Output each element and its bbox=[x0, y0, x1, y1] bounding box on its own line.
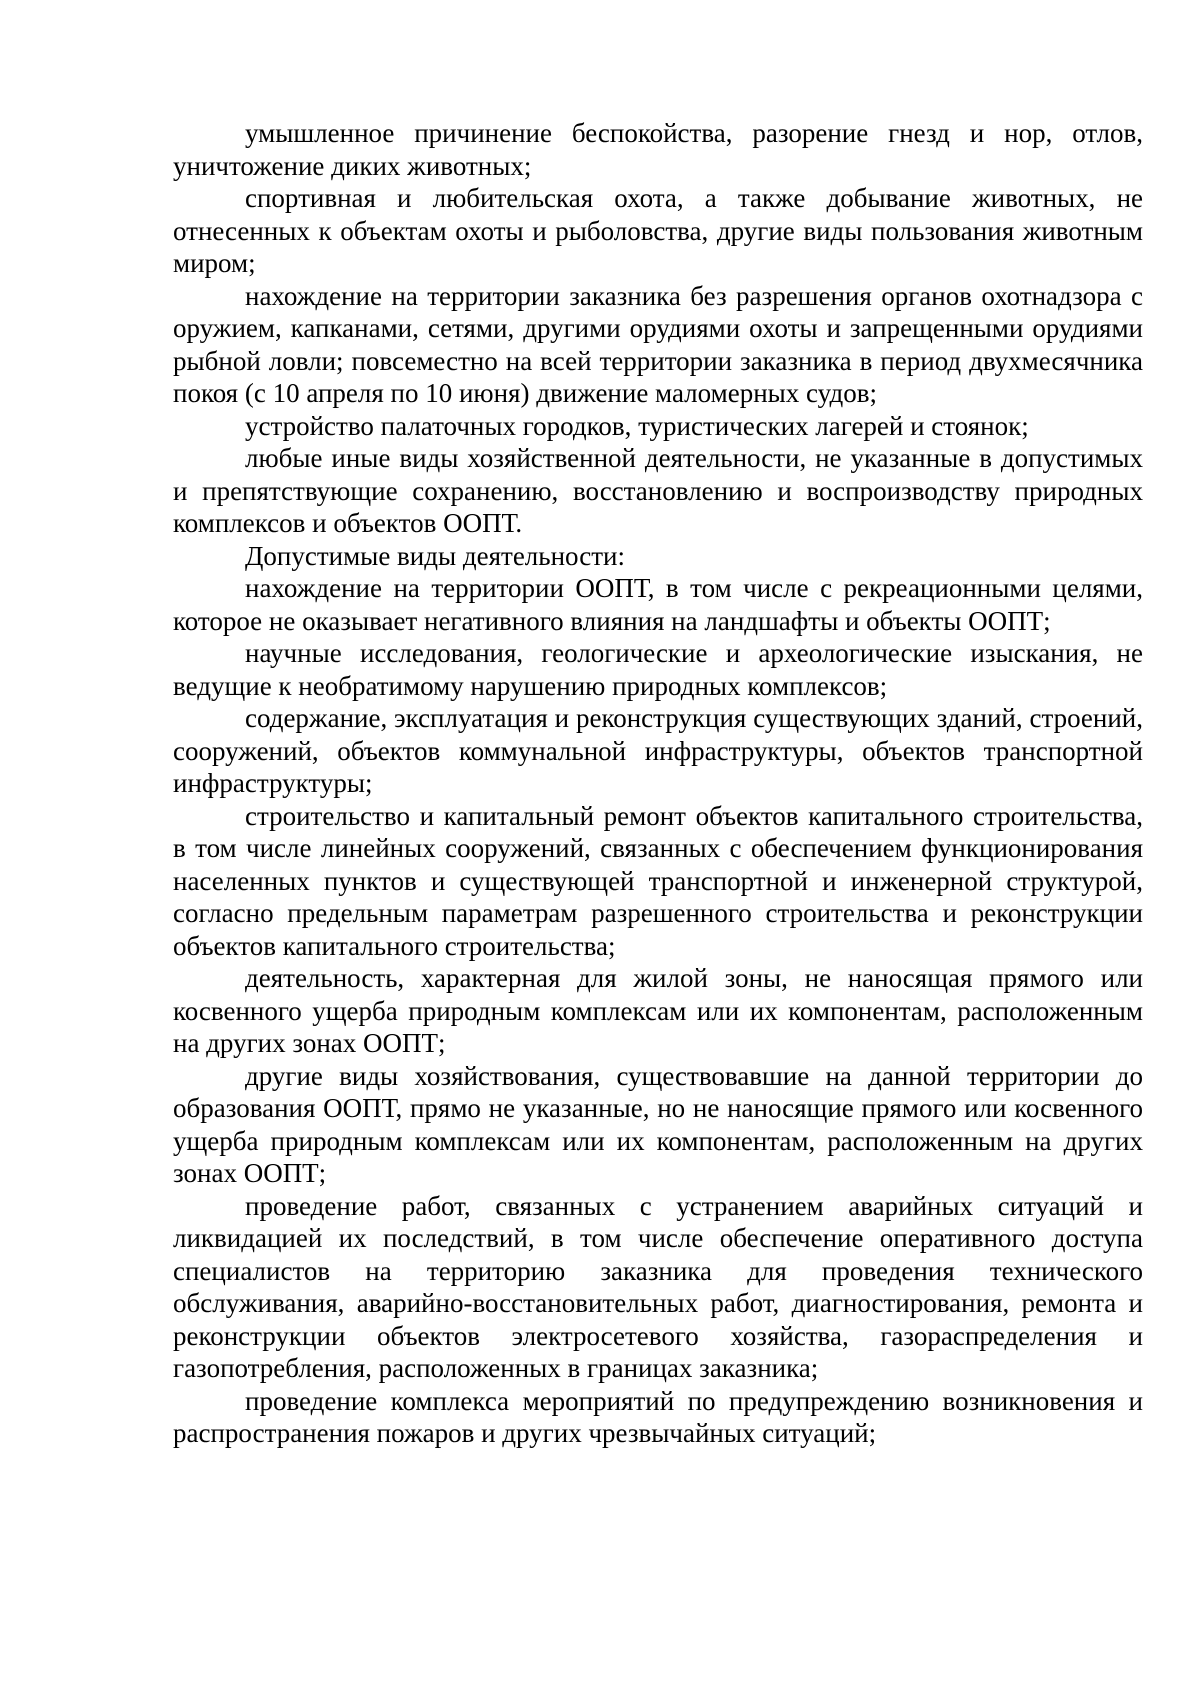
paragraph-residential-allowed: деятельность, характерная для жилой зоны, не наносящая прямого или косвенного ущерба природным комплексам или их компонентам, расположенным на других зонах ООПТ; bbox=[173, 963, 1143, 1058]
paragraph-fire-prevention-allowed: проведение комплекса мероприятий по предупреждению возникновения и распространения пожаров и других чрезвычайных ситуаций; bbox=[173, 1385, 1143, 1448]
paragraph-emergency-works-allowed: проведение работ, связанных с устранением аварийных ситуаций и ликвидацией их последствий, в том числе обеспечение оперативного доступа специалистов на территорию заказника для проведения технического обслуживания, аварийно-восстановительных работ, диагностирования, ремонта и реконструкции объектов электросетевого хозяйства, газораспределения и газопотребления, расположенных в границах заказника; bbox=[173, 1190, 1143, 1383]
paragraph-research-allowed: научные исследования, геологические и археологические изыскания, не ведущие к необратимому нарушению природных комплексов; bbox=[173, 638, 1143, 701]
paragraph-hunting-ban: спортивная и любительская охота, а также добывание животных, не отнесенных к объектам охоты и рыболовства, другие виды пользования животным миром; bbox=[173, 183, 1143, 278]
paragraph-existing-economy-allowed: другие виды хозяйствования, существовавшие на данной территории до образования ООПТ, прямо не указанные, но не наносящие прямого или косвенного ущерба природным комплексам или их компонентам, расположенным на других зонах ООПТ; bbox=[173, 1060, 1143, 1188]
paragraph-construction-allowed: строительство и капитальный ремонт объектов капитального строительства, в том числе линейных сооружений, связанных с обеспечением функционирования населенных пунктов и существующей транспортной и инженерной структурой, согласно предельным параметрам разрешенного строительства и реконструкции объектов капитального строительства; bbox=[173, 800, 1143, 961]
paragraph-other-activities-ban: любые иные виды хозяйственной деятельности, не указанные в допустимых и препятствующие сохранению, восстановлению и воспроизводству природных комплексов и объектов ООПТ. bbox=[173, 443, 1143, 538]
paragraph-weapons-ban: нахождение на территории заказника без разрешения органов охотнадзора с оружием, капканами, сетями, другими орудиями охоты и запрещенными орудиями рыбной ловли; повсеместно на всей территории заказника в период двухмесячника покоя (с 10 апреля по 10 июня) движение маломерных судов; bbox=[173, 280, 1143, 408]
paragraph-camping-ban: устройство палаточных городков, туристических лагерей и стоянок; bbox=[245, 410, 1029, 441]
paragraph-allowed-heading: Допустимые виды деятельности: bbox=[245, 540, 625, 571]
paragraph-maintenance-allowed: содержание, эксплуатация и реконструкция существующих зданий, строений, сооружений, объектов коммунальной инфраструктуры, объектов транспортной инфраструктуры; bbox=[173, 703, 1143, 798]
paragraph-recreation-allowed: нахождение на территории ООПТ, в том числе с рекреационными целями, которое не оказывает негативного влияния на ландшафты и объекты ООПТ; bbox=[173, 573, 1143, 636]
document-body bbox=[173, 117, 1143, 1450]
paragraph-disturbance-ban: умышленное причинение беспокойства, разорение гнезд и нор, отлов, уничтожение диких животных; bbox=[173, 118, 1143, 181]
